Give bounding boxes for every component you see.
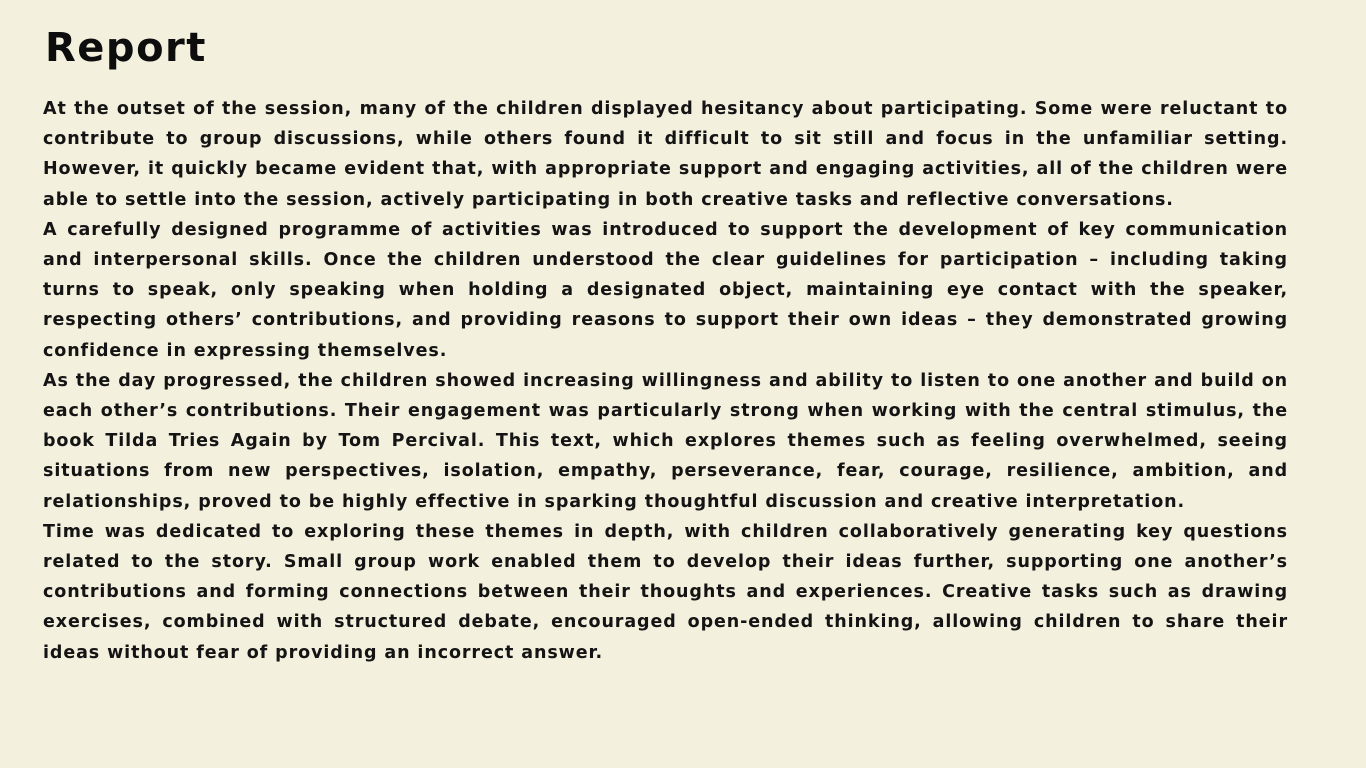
report-paragraph-1: At the outset of the session, many of the children displayed hesitancy about participating. Some were reluctant to contribute to group discussions, while others found it difficult to sit still and focus in the unfamiliar setting. However, it quickly became evident that, with appropriate support and engaging activities, all of the children were able to settle into the session, actively participating in both creative tasks and reflective conversations. <box>43 99 1288 210</box>
report-paragraph-3: As the day progressed, the children showed increasing willingness and ability to listen to one another and build on each other’s contributions. Their engagement was particularly strong when working with the central stimulus, the book Tilda Tries Again by Tom Percival. This text, which explores themes such as feeling overwhelmed, seeing situations from new perspectives, isolation, empathy, perseverance, fear, courage, resilience, ambition, and relationships, proved to be highly effective in sparking thoughtful discussion and creative interpretation. <box>43 370 1288 512</box>
report-paragraph-4: Time was dedicated to exploring these themes in depth, with children collaboratively generating key questions related to the story. Small group work enabled them to develop their ideas further, supporting one another’s contributions and forming connections between their thoughts and experiences. Creative tasks such as drawing exercises, combined with structured debate, encouraged open-ended thinking, allowing children to share their ideas without fear of providing an incorrect answer. <box>43 521 1288 663</box>
report-title: Report <box>45 25 207 71</box>
report-body <box>43 94 1288 668</box>
report-paragraph-2: A carefully designed programme of activities was introduced to support the development of key communication and interpersonal skills. Once the children understood the clear guidelines for participation – including taking turns to speak, only speaking when holding a designated object, maintaining eye contact with the speaker, respecting others’ contributions, and providing reasons to support their own ideas – they demonstrated growing confidence in expressing themselves. <box>43 219 1288 361</box>
